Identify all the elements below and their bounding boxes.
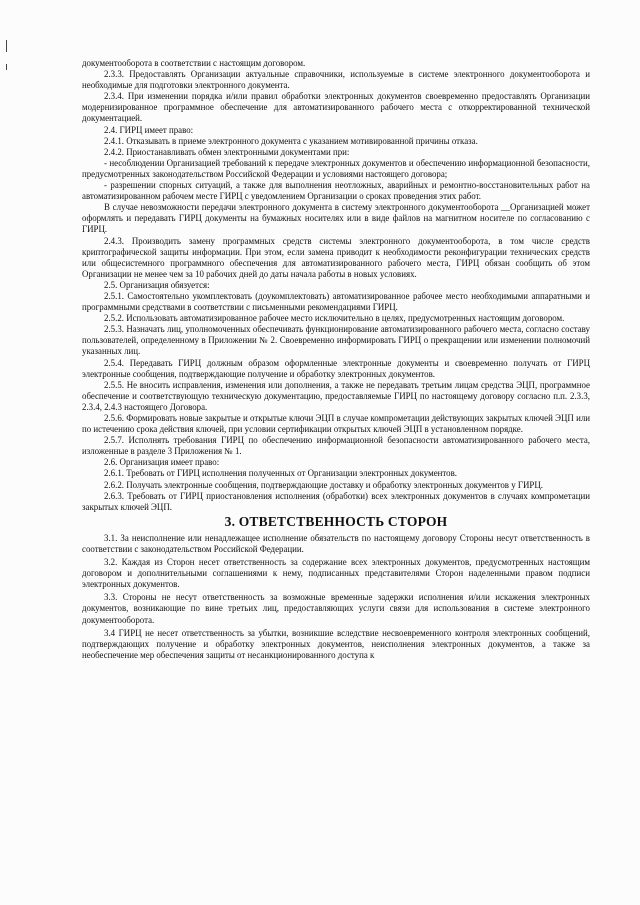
clause-2-5-7: 2.5.7. Исполнять требования ГИРЦ по обеспечению информационной безопасности автоматизированного рабочего места, изложенные в разделе 3 Приложения № 1. — [82, 435, 590, 457]
clause-2-6-1: 2.6.1. Требовать от ГИРЦ исполнения полученных от Организации электронных документов. — [104, 468, 457, 479]
clause-2-5-1: 2.5.1. Самостоятельно укомплектовать (доукомплектовать) автоматизированное рабочее место необходимыми аппаратными и программными средствами в соответствии с письменными рекомендациями ГИРЦ. — [82, 290, 590, 313]
clause-2-5: 2.5. Организация обязуется: — [104, 279, 210, 290]
clause-3-4: 3.4 ГИРЦ не несет ответственность за убытки, возникшие вследствие несвоевременного контроля электронных сообщений, подтверждающих получение и обработку электронных документов, неисполнения электронных документов, а также за необеспечение мер обеспечения защиты от несанкционированного доступа к — [82, 627, 590, 660]
clause-2-4-1: 2.4.1. Отказывать в приеме электронного документа с указанием мотивированной причины отказа. — [104, 135, 478, 146]
clause-2-6-2: 2.6.2. Получать электронные сообщения, подтверждающие доставку и обработку электронных документов у ГИРЦ. — [104, 479, 543, 490]
clause-2-4-3: 2.4.3. Производить замену программных средств системы электронного документооборота, в том числе средств криптографической защиты информации. При этом, если замена приводит к необходимости реконфигурации технических средств или общесистемного программного обеспечения для автоматизированного рабочего места, ГИРЦ обязан сообщить об этом Организации не менее чем за 10 рабочих дней до даты начала работы в новых условиях. — [82, 235, 590, 279]
clause-2-6-3: 2.6.3. Требовать от ГИРЦ приостановления исполнения (обработки) всех электронных документов в случаях компрометации закрытых ключей ЭЦП. — [82, 490, 590, 512]
clause-3-1: 3.1. За неисполнение или ненадлежащее исполнение обязательств по настоящему договору Стороны несут ответственность в соответствии с законодательством Российской Федерации. — [82, 532, 590, 554]
clause-2-5-5: 2.5.5. Не вносить исправления, изменения или дополнения, а также не передавать третьим лицам средства ЭЦП, программное обеспечение и соответствующую техническую документацию, предоставляемые ГИРЦ по настоящему договору согласно п.п. 2.3.3, 2.3.4, 2.4.3 настоящего Договора. — [82, 379, 590, 412]
clause-2-3-4: 2.3.4. При изменении порядка и/или правил обработки электронных документов своевременно предоставлять Организации модернизированное программное обеспечение для автоматизированного рабочего места с откорректированной технической документацией. — [82, 91, 590, 124]
clause-3-3: 3.3. Стороны не несут ответственность за возможные временные задержки исполнения и/или искажения электронных документов, возникающие по вине третьих лиц, предоставляющих услуги связи для использования в системе электронного документооборота. — [82, 592, 590, 625]
margin-mark — [6, 64, 7, 70]
clause-2-4-2: 2.4.2. Приостанавливать обмен электронными документами при: — [104, 146, 350, 157]
paragraph-continuation: документооборота в соответствии с настоящим договором. — [82, 58, 306, 68]
clause-2-5-3: 2.5.3. Назначать лиц, уполномоченных обеспечивать функционирование автоматизированного рабочего места, согласно составу пользователей, определенному в Приложении № 2. Своевременно информировать ГИРЦ о прекращении или изменении полномочий указанных лиц. — [82, 324, 590, 357]
clause-3-2: 3.2. Каждая из Сторон несет ответственность за содержание всех электронных документов, предусмотренных настоящим договором и дополнительными соглашениями к нему, подписанных представителями Сторон наделенными правом подписи электронных документов. — [82, 557, 590, 590]
clause-2-4-2-item-2: - разрешении спорных ситуаций, а также для выполнения неотложных, аварийных и ремонтно-восстановительных работ на автоматизированном рабочем месте ГИРЦ с уведомлением Организации о сроках проведения этих работ. — [82, 180, 590, 202]
clause-2-5-2: 2.5.2. Использовать автоматизированное рабочее место исключительно в целях, предусмотренных настоящим договором. — [104, 313, 565, 324]
section-heading: 3. ОТВЕТСТВЕННОСТЬ СТОРОН — [224, 513, 448, 529]
clause-2-5-4: 2.5.4. Передавать ГИРЦ должным образом оформленные электронные документы и своевременно получать от ГИРЦ электронные сообщения, подтверждающие получение и обработку электронных документов. — [82, 357, 590, 379]
document-body — [82, 58, 590, 661]
margin-mark — [6, 40, 7, 52]
paragraph-paper-fallback: В случае невозможности передачи электронного документа в систему электронного документооборота __Организацией может оформлять и передавать ГИРЦ документы на бумажных носителях или в виде файлов на магнитном носителе по согласованию с ГИРЦ. — [82, 202, 590, 235]
clause-2-3-3: 2.3.3. Предоставлять Организации актуальные справочники, используемые в системе электронного документооборота и необходимые для подготовки электронного документа. — [82, 69, 590, 91]
clause-2-4-2-item-1: - несоблюдении Организацией требований к передаче электронных документов и обеспечению информационной безопасности, предусмотренных законодательством Российской Федерации и условиями настоящего договора; — [82, 157, 590, 179]
clause-2-4: 2.4. ГИРЦ имеет право: — [104, 124, 194, 135]
clause-2-5-6: 2.5.6. Формировать новые закрытые и открытые ключи ЭЦП в случае компрометации действующих закрытых ключей ЭЦП или по истечению срока действия ключей, при условии сертификации открытых ключей ЭЦП в установленном порядке. — [82, 413, 590, 435]
clause-2-6: 2.6. Организация имеет право: — [104, 457, 220, 468]
